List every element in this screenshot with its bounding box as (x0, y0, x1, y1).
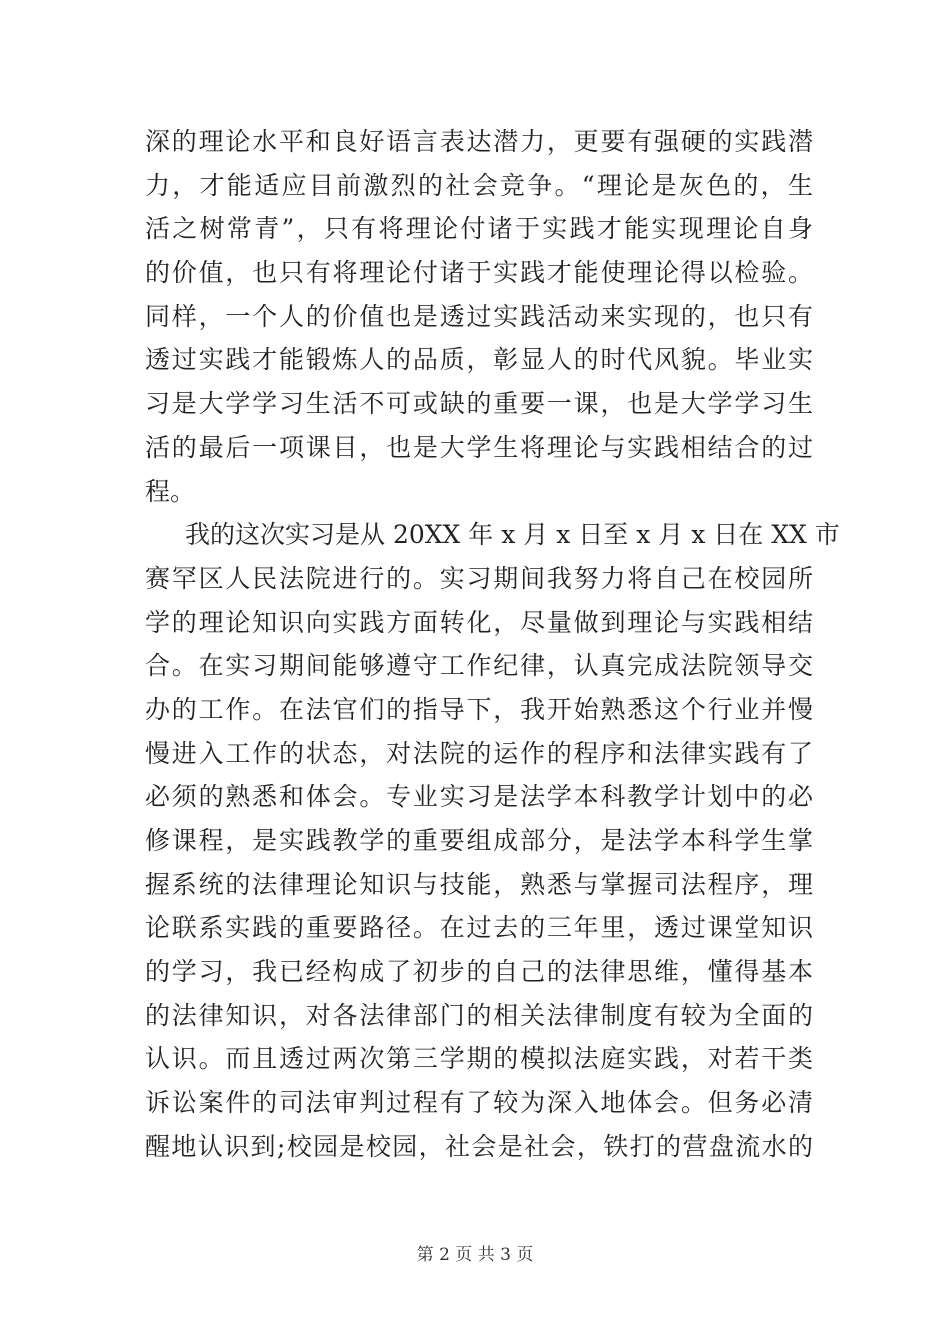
paragraph-1-line: 的价值，也只有将理论付诸于实践才能使理论得以检验。 (145, 258, 813, 288)
paragraph-2-line: 我的这次实习是从 20XX 年 x 月 x 日至 x 月 x 日在 XX 市 (185, 520, 840, 550)
paragraph-2-line: 合。在实习期间能够遵守工作纪律，认真完成法院领导交 (145, 651, 813, 681)
paragraph-2-line: 论联系实践的重要路径。在过去的三年里，透过课堂知识 (145, 913, 813, 943)
paragraph-2-line: 修课程，是实践教学的重要组成部分，是法学本科学生掌 (145, 826, 813, 855)
paragraph-2-line: 诉讼案件的司法审判过程有了较为深入地体会。但务必清 (145, 1088, 813, 1118)
page-footer: 第 2 页 共 3 页 (416, 1245, 534, 1265)
paragraph-2-line: 的法律知识，对各法律部门的相关法律制度有较为全面的 (145, 1000, 813, 1030)
paragraph-2-line: 办的工作。在法官们的指导下，我开始熟悉这个行业并慢 (145, 694, 813, 724)
paragraph-1-line: 深的理论水平和良好语言表达潜力，更要有强硬的实践潜 (145, 127, 813, 156)
paragraph-1-line: 程。 (145, 476, 196, 506)
paragraph-2-line: 必须的熟悉和体会。专业实习是法学本科教学计划中的必 (145, 782, 813, 812)
paragraph-2-line: 慢进入工作的状态，对法院的运作的程序和法律实践有了 (145, 738, 813, 768)
paragraph-2-line: 赛罕区人民法院进行的。实习期间我努力将自己在校园所 (145, 563, 813, 593)
paragraph-2-line: 醒地认识到;校园是校园，社会是社会，铁打的营盘流水的 (145, 1131, 813, 1161)
paragraph-1-line: 力，才能适应目前激烈的社会竞争。“理论是灰色的，生 (145, 170, 813, 200)
paragraph-2-line: 学的理论知识向实践方面转化，尽量做到理论与实践相结 (145, 607, 813, 637)
paragraph-2-line: 的学习，我已经构成了初步的自己的法律思维，懂得基本 (145, 957, 813, 987)
paragraph-1-line: 活的最后一项课目，也是大学生将理论与实践相结合的过 (145, 432, 813, 462)
document-body (145, 120, 840, 1169)
paragraph-1-line: 习是大学学习生活不可或缺的重要一课，也是大学学习生 (145, 389, 813, 419)
paragraph-1-line: 同样，一个人的价值也是透过实践活动来实现的，也只有 (145, 301, 813, 331)
paragraph-1-line: 活之树常青”，只有将理论付诸于实践才能实现理论自身 (145, 214, 813, 244)
paragraph-2-line: 认识。而且透过两次第三学期的模拟法庭实践，对若干类 (145, 1044, 813, 1074)
paragraph-1-line: 透过实践才能锻炼人的品质，彰显人的时代风貌。毕业实 (145, 345, 813, 375)
paragraph-2-line: 握系统的法律理论知识与技能，熟悉与掌握司法程序，理 (145, 869, 813, 899)
